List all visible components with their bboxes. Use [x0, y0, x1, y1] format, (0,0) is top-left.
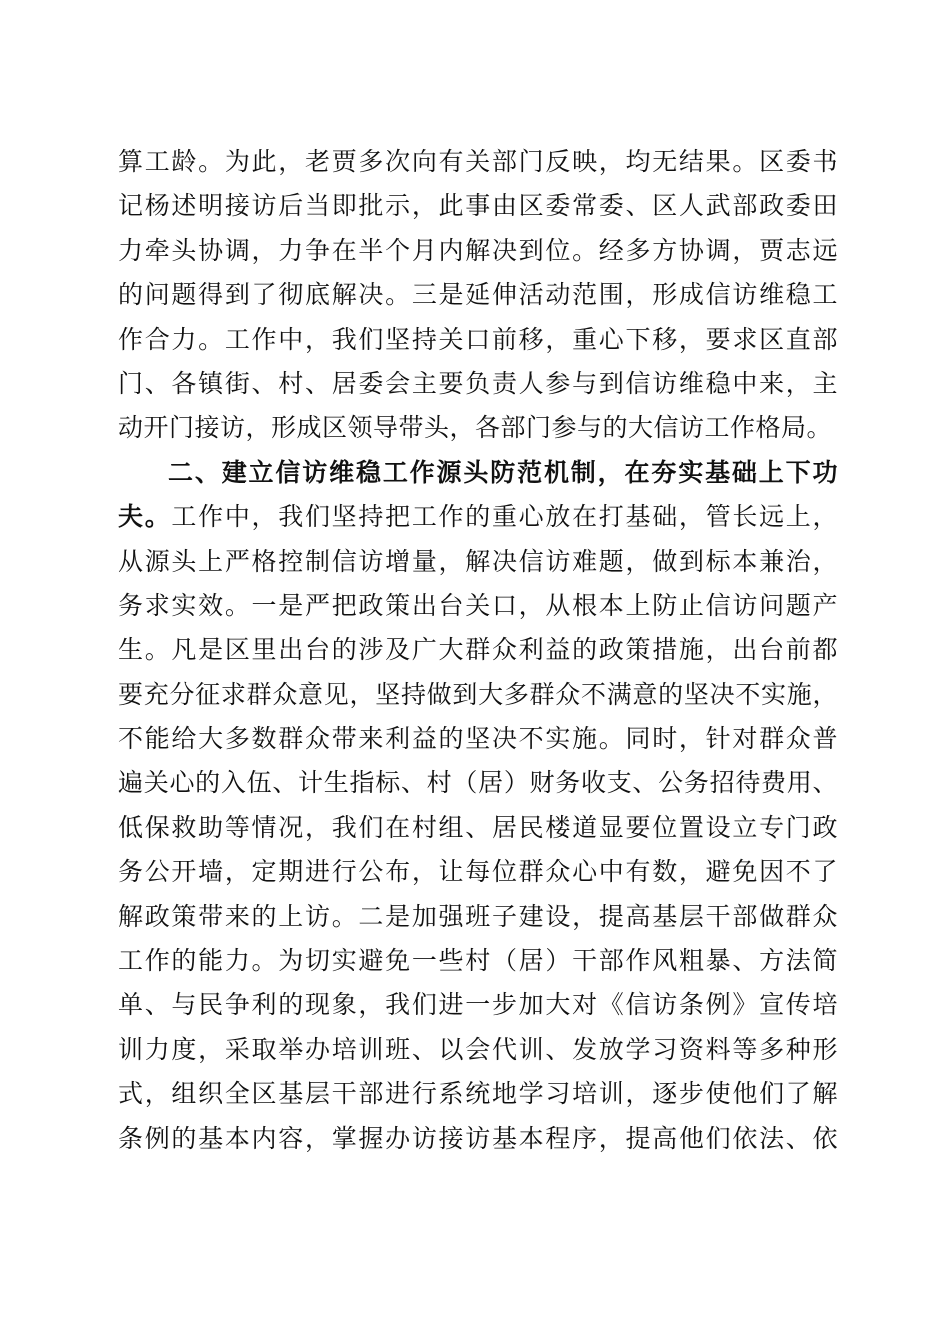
text-line: 记杨述明接访后当即批示，此事由区委常委、区人武部政委田 [118, 191, 838, 221]
text-line: 力牵头协调，力争在半个月内解决到位。经多方协调，贾志远 [118, 235, 838, 265]
text-line: 低保救助等情况，我们在村组、居民楼道显要位置设立专门政 [118, 812, 838, 842]
text-line: 务公开墙，定期进行公布，让每位群众心中有数，避免因不了 [118, 857, 838, 887]
text-line: 遍关心的入伍、计生指标、村（居）财务收支、公务招待费用、 [118, 768, 838, 798]
text-line: 作合力。工作中，我们坚持关口前移，重心下移，要求区直部 [118, 324, 838, 354]
text-line: 从源头上严格控制信访增量，解决信访难题，做到标本兼治， [118, 546, 838, 576]
section-heading: 二、建立信访维稳工作源头防范机制，在夯实基础上下功 [168, 457, 838, 487]
text-line: 动开门接访，形成区领导带头，各部门参与的大信访工作格局。 [118, 413, 833, 443]
text-line: 的问题得到了彻底解决。三是延伸活动范围，形成信访维稳工 [118, 280, 838, 310]
text-line: 条例的基本内容，掌握办访接访基本程序，提高他们依法、依 [118, 1123, 838, 1153]
text-line: 生。凡是区里出台的涉及广大群众利益的政策措施，出台前都 [118, 635, 838, 665]
text-line: 训力度，采取举办培训班、以会代训、发放学习资料等多种形 [118, 1034, 838, 1064]
text-line: 务求实效。一是严把政策出台关口，从根本上防止信访问题产 [118, 590, 838, 620]
body-text [118, 140, 838, 1161]
text-line: 单、与民争利的现象，我们进一步加大对《信访条例》宣传培 [118, 990, 838, 1020]
text-line [118, 495, 838, 539]
text-line: 要充分征求群众意见，坚持做到大多群众不满意的坚决不实施， [118, 679, 838, 709]
text-line: 工作的能力。为切实避免一些村（居）干部作风粗暴、方法简 [118, 946, 838, 976]
text-line: 算工龄。为此，老贾多次向有关部门反映，均无结果。区委书 [118, 147, 838, 176]
text-line: 解政策带来的上访。二是加强班子建设，提高基层干部做群众 [118, 901, 838, 931]
text-line: 不能给大多数群众带来利益的坚决不实施。同时，针对群众普 [118, 724, 838, 754]
section-heading-end: 夫。 [118, 502, 172, 532]
text-line: 式，组织全区基层干部进行系统地学习培训，逐步使他们了解 [118, 1079, 838, 1109]
text-line: 门、各镇街、村、居委会主要负责人参与到信访维稳中来，主 [118, 368, 838, 398]
text-line-rest: 工作中，我们坚持把工作的重心放在打基础，管长远上， [171, 502, 838, 532]
